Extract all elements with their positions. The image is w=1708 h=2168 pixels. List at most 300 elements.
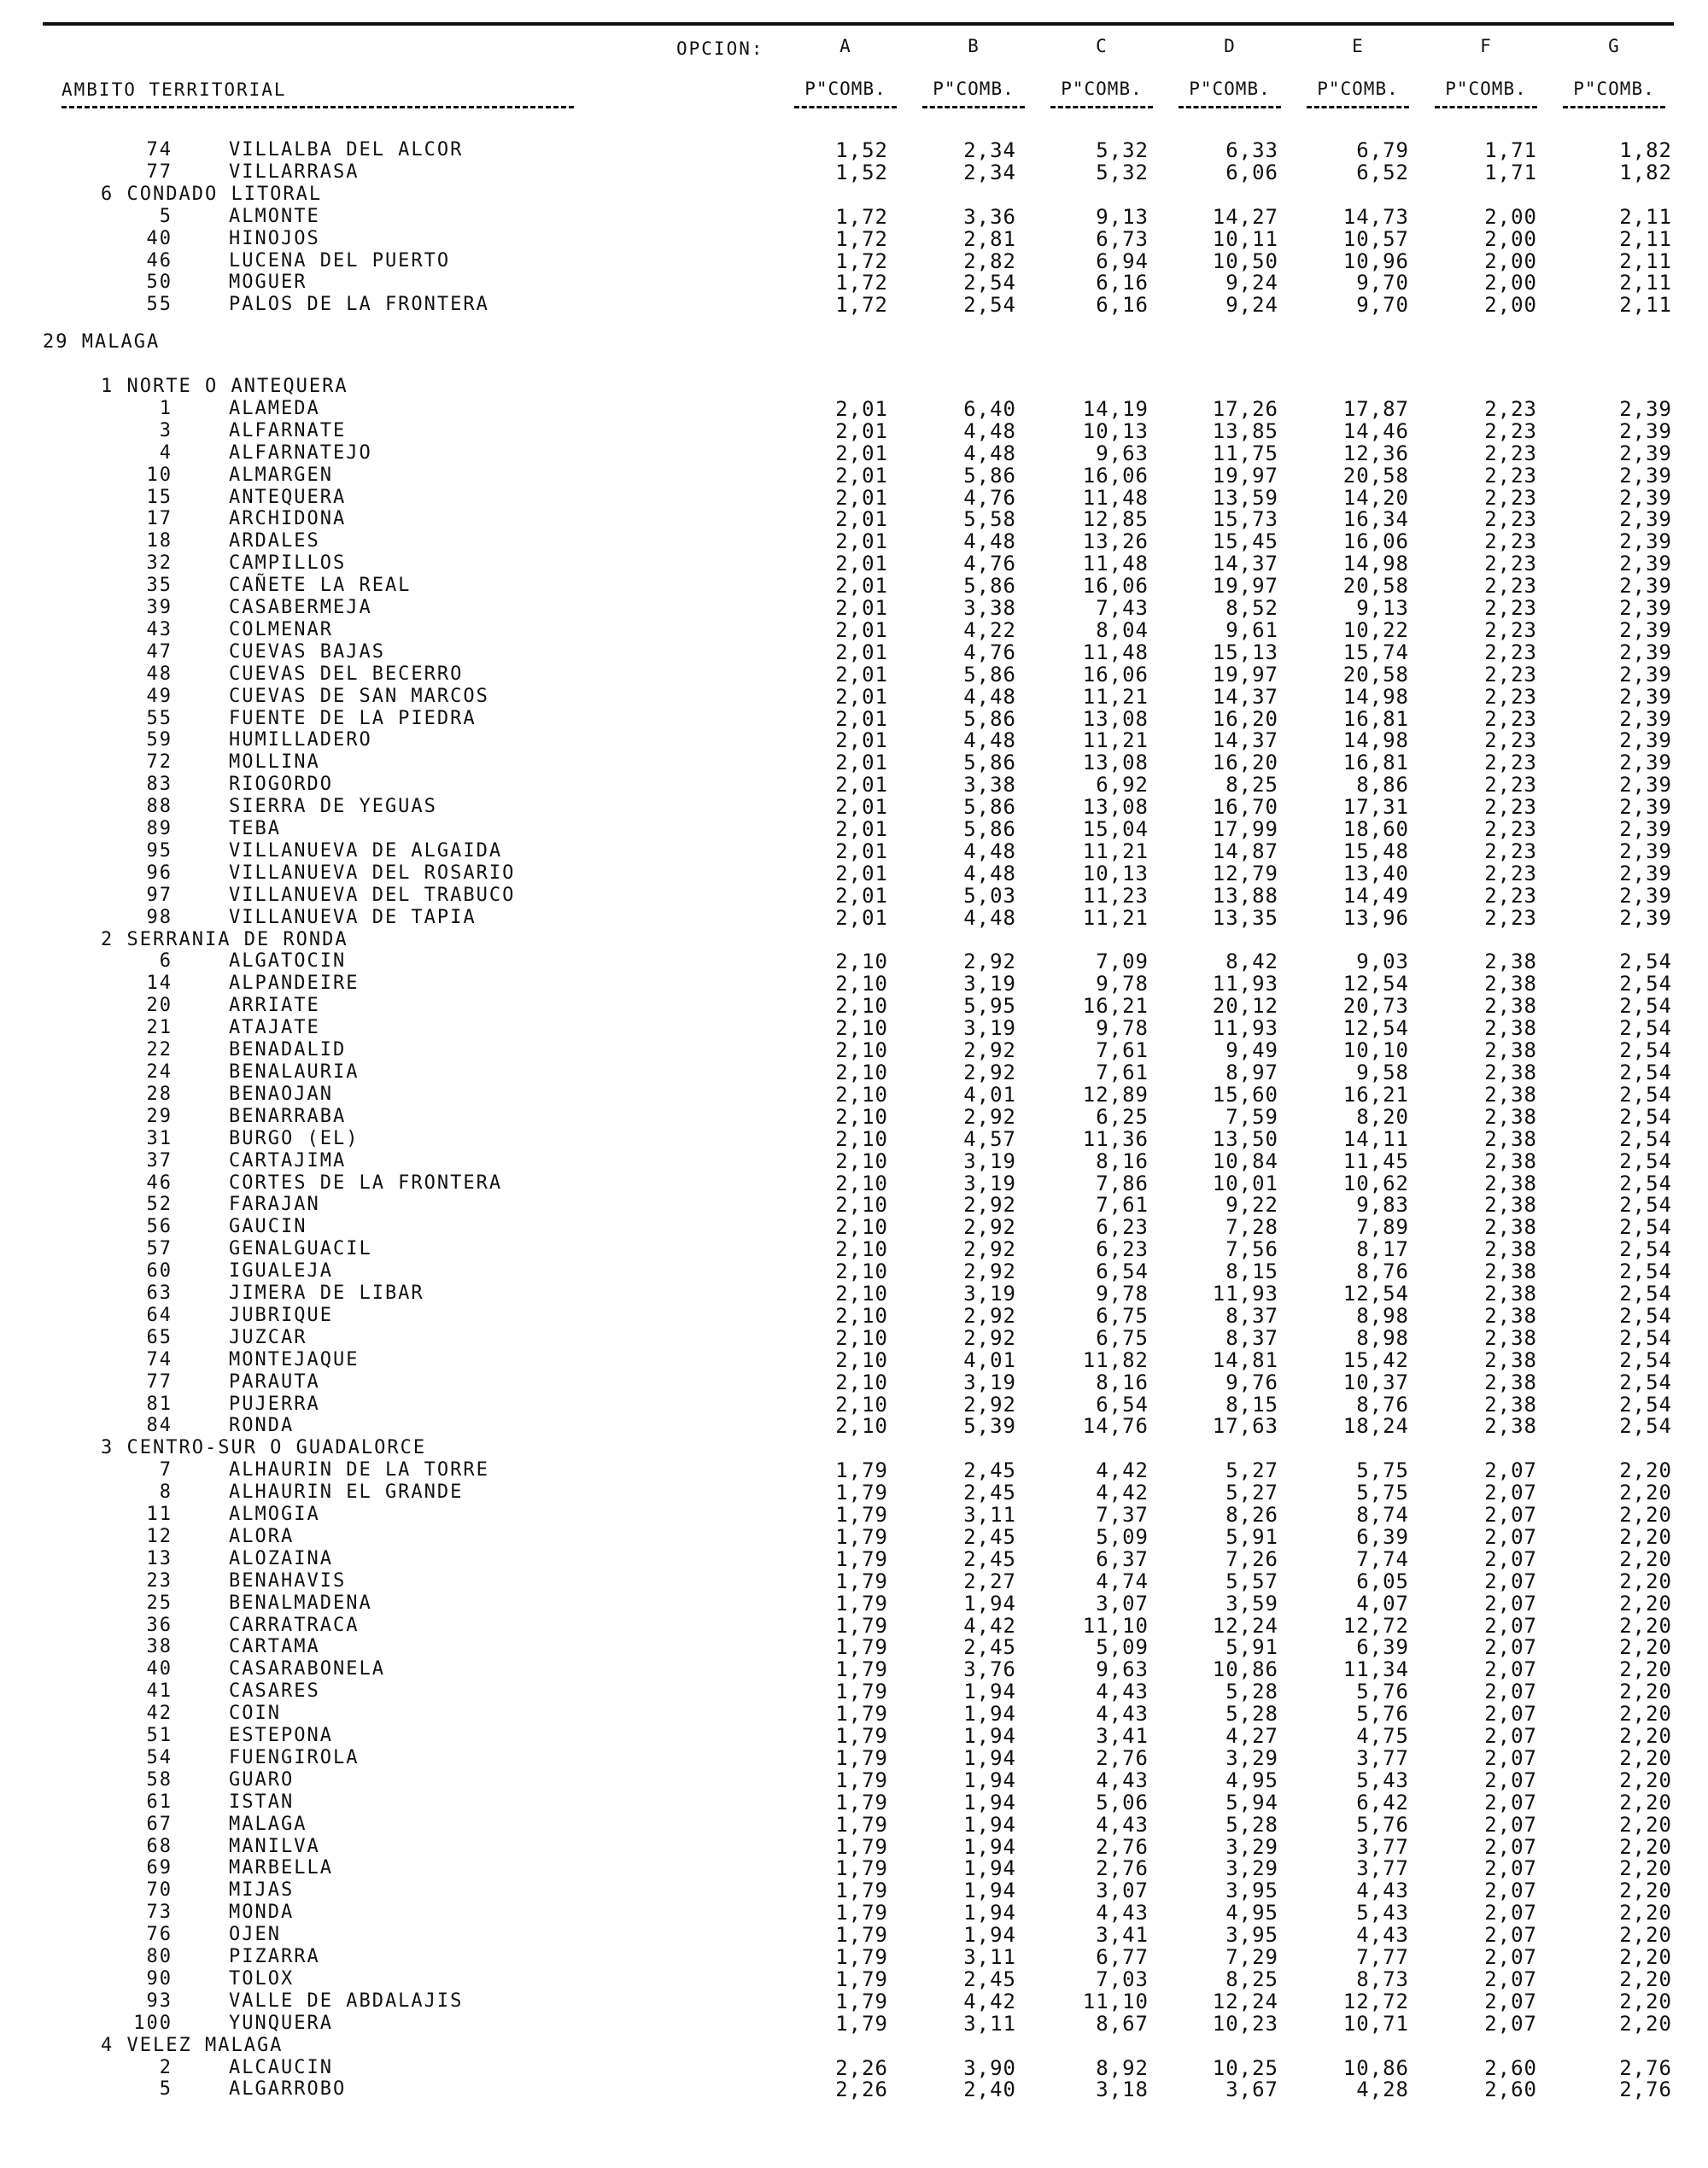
value-option-a: 1,79 bbox=[835, 1592, 888, 1616]
value-option-g: 2,39 bbox=[1619, 640, 1672, 664]
value-option-a: 2,10 bbox=[835, 1127, 888, 1151]
value-option-f: 2,07 bbox=[1484, 1547, 1537, 1571]
value-option-d: 20,12 bbox=[1212, 994, 1278, 1018]
value-option-a: 2,10 bbox=[835, 1282, 888, 1306]
value-option-f: 2,23 bbox=[1484, 663, 1537, 687]
value-option-a: 2,01 bbox=[835, 441, 888, 465]
value-option-c: 7,37 bbox=[1096, 1503, 1149, 1527]
value-option-e: 17,87 bbox=[1342, 397, 1409, 421]
municipality-name: ATAJATE bbox=[229, 1017, 320, 1038]
value-option-d: 8,42 bbox=[1225, 950, 1278, 973]
value-option-e: 9,70 bbox=[1356, 293, 1409, 317]
table-row bbox=[0, 206, 1708, 228]
value-option-e: 20,58 bbox=[1342, 464, 1409, 488]
value-option-f: 2,07 bbox=[1484, 1835, 1537, 1859]
value-option-a: 1,79 bbox=[835, 1768, 888, 1792]
value-option-d: 3,95 bbox=[1225, 1879, 1278, 1902]
municipality-code: 56 bbox=[146, 1216, 173, 1237]
municipality-code: 54 bbox=[146, 1747, 173, 1768]
municipality-name: RONDA bbox=[229, 1415, 295, 1436]
value-option-f: 2,07 bbox=[1484, 1967, 1537, 1991]
value-option-f: 2,07 bbox=[1484, 1525, 1537, 1549]
value-option-f: 2,23 bbox=[1484, 507, 1537, 531]
municipality-name: FUENTE DE LA PIEDRA bbox=[229, 708, 477, 729]
value-option-d: 16,20 bbox=[1212, 751, 1278, 774]
value-option-b: 1,94 bbox=[963, 1901, 1016, 1925]
comarca-heading bbox=[0, 2035, 1708, 2057]
municipality-code: 1 bbox=[159, 398, 173, 419]
value-option-e: 14,20 bbox=[1342, 486, 1409, 510]
value-option-f: 2,07 bbox=[1484, 1923, 1537, 1947]
value-option-e: 15,42 bbox=[1342, 1348, 1409, 1372]
table-row bbox=[0, 1658, 1708, 1680]
municipality-code: 20 bbox=[146, 995, 173, 1016]
value-option-a: 2,10 bbox=[835, 994, 888, 1018]
value-option-b: 5,58 bbox=[963, 507, 1016, 531]
table-row bbox=[0, 1216, 1708, 1238]
value-option-a: 2,01 bbox=[835, 906, 888, 930]
value-option-g: 2,54 bbox=[1619, 1038, 1672, 1062]
value-option-f: 2,38 bbox=[1484, 950, 1537, 973]
value-option-g: 2,39 bbox=[1619, 707, 1672, 731]
value-option-b: 3,19 bbox=[963, 972, 1016, 996]
value-option-g: 2,20 bbox=[1619, 1856, 1672, 1880]
value-option-b: 2,92 bbox=[963, 1215, 1016, 1239]
value-option-g: 2,54 bbox=[1619, 1414, 1672, 1438]
value-option-e: 10,37 bbox=[1342, 1370, 1409, 1394]
value-option-e: 13,40 bbox=[1342, 862, 1409, 885]
option-c-header: C bbox=[1096, 36, 1108, 56]
table-row bbox=[0, 1526, 1708, 1548]
value-option-f: 2,38 bbox=[1484, 994, 1537, 1018]
municipality-code: 22 bbox=[146, 1039, 173, 1061]
municipality-code: 13 bbox=[146, 1548, 173, 1569]
top-rule bbox=[43, 22, 1674, 26]
municipality-name: ALORA bbox=[229, 1526, 295, 1547]
opcion-label: OPCION: bbox=[676, 38, 764, 59]
value-option-g: 2,54 bbox=[1619, 1016, 1672, 1040]
value-option-b: 5,86 bbox=[963, 751, 1016, 774]
value-option-a: 2,01 bbox=[835, 839, 888, 863]
table-row bbox=[0, 950, 1708, 973]
value-option-d: 13,85 bbox=[1212, 419, 1278, 443]
value-option-f: 2,23 bbox=[1484, 640, 1537, 664]
value-option-c: 2,76 bbox=[1096, 1856, 1149, 1880]
comarca-label: 2 SERRANIA DE RONDA bbox=[101, 929, 348, 950]
table-row bbox=[0, 1172, 1708, 1195]
value-option-f: 2,00 bbox=[1484, 227, 1537, 251]
value-option-c: 10,13 bbox=[1082, 862, 1149, 885]
value-option-b: 3,90 bbox=[963, 2056, 1016, 2080]
municipality-code: 15 bbox=[146, 487, 173, 508]
table-row bbox=[0, 530, 1708, 552]
value-option-e: 14,11 bbox=[1342, 1127, 1409, 1151]
municipality-code: 61 bbox=[146, 1791, 173, 1813]
municipality-code: 8 bbox=[159, 1481, 173, 1503]
municipality-name: TEBA bbox=[229, 818, 281, 839]
table-row bbox=[0, 1394, 1708, 1416]
value-option-f: 2,38 bbox=[1484, 1127, 1537, 1151]
value-option-g: 2,20 bbox=[1619, 2012, 1672, 2036]
value-option-b: 2,92 bbox=[963, 1237, 1016, 1261]
value-option-b: 4,48 bbox=[963, 728, 1016, 752]
municipality-name: MALAGA bbox=[229, 1814, 307, 1835]
value-option-d: 3,67 bbox=[1225, 2077, 1278, 2101]
value-option-c: 3,41 bbox=[1096, 1724, 1149, 1748]
value-option-b: 1,94 bbox=[963, 1856, 1016, 1880]
value-option-c: 11,82 bbox=[1082, 1348, 1149, 1372]
value-option-d: 11,93 bbox=[1212, 1282, 1278, 1306]
table-row bbox=[0, 1305, 1708, 1327]
value-option-d: 11,93 bbox=[1212, 972, 1278, 996]
municipality-code: 76 bbox=[146, 1924, 173, 1945]
value-option-f: 2,07 bbox=[1484, 1724, 1537, 1748]
option-d-underline bbox=[1179, 106, 1281, 108]
value-option-f: 2,38 bbox=[1484, 1393, 1537, 1417]
value-option-d: 15,45 bbox=[1212, 529, 1278, 553]
table-row bbox=[0, 1725, 1708, 1747]
value-option-e: 7,89 bbox=[1356, 1215, 1409, 1239]
value-option-f: 2,00 bbox=[1484, 249, 1537, 273]
value-option-b: 2,92 bbox=[963, 1259, 1016, 1283]
municipality-code: 37 bbox=[146, 1150, 173, 1172]
value-option-d: 9,49 bbox=[1225, 1038, 1278, 1062]
table-row bbox=[0, 1504, 1708, 1526]
table-row bbox=[0, 1570, 1708, 1592]
value-option-d: 3,95 bbox=[1225, 1923, 1278, 1947]
municipality-name: ARCHIDONA bbox=[229, 508, 347, 529]
value-option-e: 6,52 bbox=[1356, 161, 1409, 184]
value-option-f: 2,38 bbox=[1484, 1215, 1537, 1239]
ambito-territorial-header: AMBITO TERRITORIAL bbox=[61, 79, 287, 100]
municipality-code: 100 bbox=[133, 2013, 173, 2034]
value-option-f: 2,23 bbox=[1484, 773, 1537, 797]
value-option-g: 2,39 bbox=[1619, 685, 1672, 709]
value-option-d: 5,28 bbox=[1225, 1680, 1278, 1703]
value-option-f: 2,23 bbox=[1484, 906, 1537, 930]
municipality-code: 60 bbox=[146, 1260, 173, 1282]
value-option-e: 5,75 bbox=[1356, 1481, 1409, 1505]
municipality-name: ALHAURIN DE LA TORRE bbox=[229, 1459, 489, 1481]
municipality-name: FUENGIROLA bbox=[229, 1747, 360, 1768]
value-option-g: 2,39 bbox=[1619, 397, 1672, 421]
value-option-c: 4,42 bbox=[1096, 1481, 1149, 1505]
table-row bbox=[0, 796, 1708, 818]
municipality-code: 89 bbox=[146, 818, 173, 839]
value-option-f: 2,23 bbox=[1484, 685, 1537, 709]
table-row bbox=[0, 1238, 1708, 1260]
value-option-e: 8,73 bbox=[1356, 1967, 1409, 1991]
value-option-f: 2,07 bbox=[1484, 1746, 1537, 1770]
value-option-f: 2,38 bbox=[1484, 1326, 1537, 1350]
value-option-c: 16,21 bbox=[1082, 994, 1149, 1018]
municipality-code: 2 bbox=[159, 2057, 173, 2078]
value-option-e: 14,98 bbox=[1342, 728, 1409, 752]
value-option-e: 5,75 bbox=[1356, 1458, 1409, 1482]
value-option-a: 1,79 bbox=[835, 2012, 888, 2036]
value-option-b: 3,11 bbox=[963, 1945, 1016, 1969]
value-option-a: 2,26 bbox=[835, 2077, 888, 2101]
value-option-d: 11,93 bbox=[1212, 1016, 1278, 1040]
value-option-c: 4,43 bbox=[1096, 1768, 1149, 1792]
value-option-a: 1,72 bbox=[835, 205, 888, 229]
value-option-g: 2,39 bbox=[1619, 618, 1672, 642]
value-option-a: 2,01 bbox=[835, 751, 888, 774]
municipality-code: 41 bbox=[146, 1680, 173, 1702]
municipality-name: PIZARRA bbox=[229, 1946, 320, 1967]
value-option-a: 2,01 bbox=[835, 596, 888, 620]
table-row bbox=[0, 1592, 1708, 1615]
value-option-d: 15,13 bbox=[1212, 640, 1278, 664]
table-row bbox=[0, 663, 1708, 686]
value-option-b: 4,76 bbox=[963, 640, 1016, 664]
table-row bbox=[0, 294, 1708, 316]
municipality-name: ALGARROBO bbox=[229, 2078, 347, 2100]
value-option-b: 2,92 bbox=[963, 1326, 1016, 1350]
municipality-name: CAÑETE LA REAL bbox=[229, 575, 412, 596]
value-option-e: 18,60 bbox=[1342, 817, 1409, 841]
table-row bbox=[0, 1680, 1708, 1703]
value-option-c: 9,78 bbox=[1096, 972, 1149, 996]
value-option-d: 13,50 bbox=[1212, 1127, 1278, 1151]
ambito-underline bbox=[61, 106, 574, 108]
option-d-subheader: P"COMB. bbox=[1189, 79, 1271, 99]
value-option-g: 2,20 bbox=[1619, 1592, 1672, 1616]
value-option-b: 2,92 bbox=[963, 950, 1016, 973]
value-option-f: 2,23 bbox=[1484, 862, 1537, 885]
value-option-e: 20,73 bbox=[1342, 994, 1409, 1018]
value-option-c: 6,54 bbox=[1096, 1393, 1149, 1417]
value-option-g: 2,20 bbox=[1619, 1702, 1672, 1726]
municipality-code: 28 bbox=[146, 1084, 173, 1105]
value-option-b: 2,40 bbox=[963, 2077, 1016, 2101]
value-option-b: 4,76 bbox=[963, 486, 1016, 510]
table-row bbox=[0, 862, 1708, 885]
value-option-b: 3,19 bbox=[963, 1149, 1016, 1173]
value-option-a: 1,79 bbox=[835, 1901, 888, 1925]
value-option-d: 12,79 bbox=[1212, 862, 1278, 885]
table-row bbox=[0, 228, 1708, 250]
table-row bbox=[0, 995, 1708, 1017]
value-option-g: 2,20 bbox=[1619, 1569, 1672, 1593]
value-option-g: 2,54 bbox=[1619, 972, 1672, 996]
value-option-c: 3,41 bbox=[1096, 1923, 1149, 1947]
municipality-code: 40 bbox=[146, 228, 173, 249]
value-option-g: 2,20 bbox=[1619, 1547, 1672, 1571]
municipality-name: CORTES DE LA FRONTERA bbox=[229, 1172, 503, 1194]
value-option-g: 2,54 bbox=[1619, 1172, 1672, 1195]
value-option-e: 14,73 bbox=[1342, 205, 1409, 229]
value-option-d: 5,27 bbox=[1225, 1481, 1278, 1505]
value-option-e: 17,31 bbox=[1342, 795, 1409, 819]
value-option-f: 2,07 bbox=[1484, 1569, 1537, 1593]
value-option-e: 8,20 bbox=[1356, 1105, 1409, 1129]
municipality-code: 31 bbox=[146, 1128, 173, 1149]
value-option-d: 10,86 bbox=[1212, 1657, 1278, 1681]
value-option-a: 2,01 bbox=[835, 685, 888, 709]
value-option-f: 2,07 bbox=[1484, 1990, 1537, 2013]
municipality-name: CARTAJIMA bbox=[229, 1150, 347, 1172]
value-option-a: 2,26 bbox=[835, 2056, 888, 2080]
value-option-g: 2,39 bbox=[1619, 728, 1672, 752]
value-option-a: 2,01 bbox=[835, 552, 888, 576]
value-option-d: 5,28 bbox=[1225, 1813, 1278, 1837]
municipality-code: 43 bbox=[146, 619, 173, 640]
municipality-code: 69 bbox=[146, 1857, 173, 1879]
value-option-d: 10,25 bbox=[1212, 2056, 1278, 2080]
value-option-d: 8,97 bbox=[1225, 1061, 1278, 1084]
value-option-b: 2,81 bbox=[963, 227, 1016, 251]
value-option-e: 5,43 bbox=[1356, 1901, 1409, 1925]
value-option-f: 1,71 bbox=[1484, 161, 1537, 184]
value-option-g: 2,54 bbox=[1619, 1326, 1672, 1350]
municipality-code: 48 bbox=[146, 663, 173, 685]
option-f-subheader: P"COMB. bbox=[1445, 79, 1527, 99]
value-option-g: 2,11 bbox=[1619, 205, 1672, 229]
table-row bbox=[0, 250, 1708, 272]
value-option-c: 10,13 bbox=[1082, 419, 1149, 443]
value-option-c: 6,75 bbox=[1096, 1326, 1149, 1350]
option-a-subheader: P"COMB. bbox=[804, 79, 886, 99]
value-option-c: 7,61 bbox=[1096, 1061, 1149, 1084]
value-option-d: 8,25 bbox=[1225, 1967, 1278, 1991]
value-option-b: 1,94 bbox=[963, 1702, 1016, 1726]
value-option-d: 4,27 bbox=[1225, 1724, 1278, 1748]
value-option-g: 2,39 bbox=[1619, 795, 1672, 819]
value-option-b: 1,94 bbox=[963, 1768, 1016, 1792]
value-option-d: 14,81 bbox=[1212, 1348, 1278, 1372]
value-option-f: 2,07 bbox=[1484, 1702, 1537, 1726]
municipality-code: 35 bbox=[146, 575, 173, 596]
value-option-a: 1,79 bbox=[835, 1481, 888, 1505]
value-option-b: 2,27 bbox=[963, 1569, 1016, 1593]
table-row bbox=[0, 1017, 1708, 1039]
value-option-c: 14,76 bbox=[1082, 1414, 1149, 1438]
value-option-a: 1,79 bbox=[835, 1879, 888, 1902]
value-option-a: 2,10 bbox=[835, 972, 888, 996]
value-option-f: 2,23 bbox=[1484, 884, 1537, 908]
value-option-g: 2,39 bbox=[1619, 529, 1672, 553]
value-option-c: 6,94 bbox=[1096, 249, 1149, 273]
value-option-f: 2,00 bbox=[1484, 205, 1537, 229]
municipality-name: MONTEJAQUE bbox=[229, 1349, 360, 1370]
value-option-f: 2,38 bbox=[1484, 1282, 1537, 1306]
municipality-code: 39 bbox=[146, 597, 173, 618]
value-option-c: 4,43 bbox=[1096, 1813, 1149, 1837]
value-option-a: 1,79 bbox=[835, 1614, 888, 1638]
table-row bbox=[0, 1615, 1708, 1637]
value-option-b: 1,94 bbox=[963, 1923, 1016, 1947]
municipality-name: CUEVAS DEL BECERRO bbox=[229, 663, 464, 685]
value-option-c: 5,32 bbox=[1096, 138, 1149, 162]
value-option-g: 2,39 bbox=[1619, 419, 1672, 443]
table-row bbox=[0, 1548, 1708, 1570]
value-option-e: 6,39 bbox=[1356, 1525, 1409, 1549]
value-option-f: 2,07 bbox=[1484, 2012, 1537, 2036]
table-row bbox=[0, 1039, 1708, 1061]
table-row bbox=[0, 818, 1708, 840]
value-option-b: 3,36 bbox=[963, 205, 1016, 229]
value-option-d: 11,75 bbox=[1212, 441, 1278, 465]
value-option-c: 11,23 bbox=[1082, 884, 1149, 908]
value-option-f: 2,23 bbox=[1484, 596, 1537, 620]
value-option-e: 16,81 bbox=[1342, 751, 1409, 774]
value-option-d: 8,26 bbox=[1225, 1503, 1278, 1527]
value-option-a: 1,79 bbox=[835, 1967, 888, 1991]
table-row bbox=[0, 641, 1708, 663]
table-row bbox=[0, 272, 1708, 294]
value-option-a: 2,01 bbox=[835, 507, 888, 531]
value-option-a: 2,01 bbox=[835, 728, 888, 752]
value-option-g: 2,39 bbox=[1619, 884, 1672, 908]
value-option-d: 7,26 bbox=[1225, 1547, 1278, 1571]
table-row bbox=[0, 508, 1708, 530]
value-option-g: 2,39 bbox=[1619, 817, 1672, 841]
value-option-b: 2,45 bbox=[963, 1547, 1016, 1571]
value-option-c: 8,04 bbox=[1096, 618, 1149, 642]
value-option-c: 5,06 bbox=[1096, 1791, 1149, 1814]
value-option-c: 13,08 bbox=[1082, 751, 1149, 774]
option-d-header: D bbox=[1224, 36, 1236, 56]
municipality-code: 46 bbox=[146, 1172, 173, 1194]
table-row bbox=[0, 774, 1708, 796]
value-option-f: 2,38 bbox=[1484, 1172, 1537, 1195]
municipality-name: CARRATRACA bbox=[229, 1615, 360, 1636]
municipality-name: PARAUTA bbox=[229, 1371, 320, 1393]
value-option-c: 4,43 bbox=[1096, 1702, 1149, 1726]
value-option-e: 14,46 bbox=[1342, 419, 1409, 443]
value-option-a: 1,72 bbox=[835, 271, 888, 295]
table-row bbox=[0, 1924, 1708, 1946]
table-row bbox=[0, 1968, 1708, 1990]
option-f-header: F bbox=[1480, 36, 1492, 56]
table-row bbox=[0, 552, 1708, 575]
municipality-name: CUEVAS DE SAN MARCOS bbox=[229, 686, 489, 707]
municipality-name: CARTAMA bbox=[229, 1636, 320, 1657]
comarca-label: 6 CONDADO LITORAL bbox=[101, 184, 323, 205]
municipality-code: 83 bbox=[146, 774, 173, 795]
table-row bbox=[0, 139, 1708, 161]
value-option-c: 8,67 bbox=[1096, 2012, 1149, 2036]
table-row bbox=[0, 686, 1708, 708]
value-option-d: 14,37 bbox=[1212, 552, 1278, 576]
municipality-name: BENADALID bbox=[229, 1039, 347, 1061]
value-option-c: 7,86 bbox=[1096, 1172, 1149, 1195]
value-option-d: 8,37 bbox=[1225, 1304, 1278, 1328]
value-option-d: 17,99 bbox=[1212, 817, 1278, 841]
value-option-e: 10,10 bbox=[1342, 1038, 1409, 1062]
value-option-f: 2,23 bbox=[1484, 464, 1537, 488]
value-option-b: 4,48 bbox=[963, 862, 1016, 885]
value-option-e: 16,06 bbox=[1342, 529, 1409, 553]
value-option-b: 2,92 bbox=[963, 1105, 1016, 1129]
value-option-e: 5,76 bbox=[1356, 1702, 1409, 1726]
value-option-e: 9,70 bbox=[1356, 271, 1409, 295]
value-option-c: 6,25 bbox=[1096, 1105, 1149, 1129]
comarca-label: 4 VELEZ MALAGA bbox=[101, 2035, 284, 2056]
province-label: 29 MALAGA bbox=[43, 331, 161, 353]
value-option-f: 2,23 bbox=[1484, 529, 1537, 553]
value-option-d: 7,56 bbox=[1225, 1237, 1278, 1261]
value-option-d: 19,97 bbox=[1212, 574, 1278, 598]
municipality-code: 40 bbox=[146, 1658, 173, 1680]
table-row bbox=[0, 487, 1708, 509]
value-option-a: 1,79 bbox=[835, 1635, 888, 1659]
value-option-a: 2,10 bbox=[835, 1237, 888, 1261]
value-option-e: 4,75 bbox=[1356, 1724, 1409, 1748]
value-option-g: 2,39 bbox=[1619, 574, 1672, 598]
municipality-name: VILLANUEVA DEL ROSARIO bbox=[229, 862, 516, 884]
